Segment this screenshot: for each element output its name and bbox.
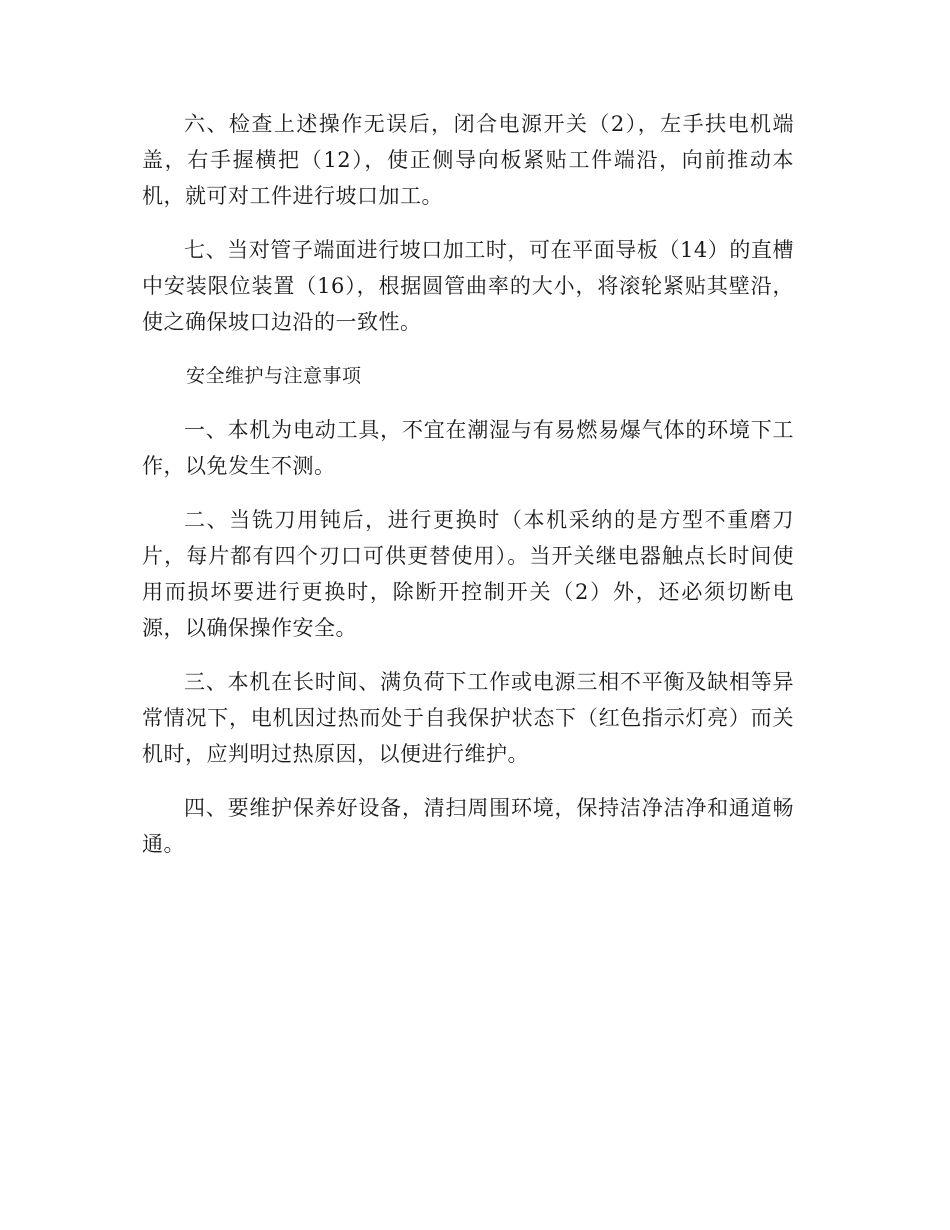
document-page xyxy=(142,106,794,880)
paragraph-step-6: 六、检查上述操作无误后，闭合电源开关（2），左手扶电机端盖，右手握横把（12），使正侧导向板紧贴工件端沿，向前推动本机，就可对工件进行坡口加工。 xyxy=(142,112,794,208)
section-heading: 安全维护与注意事项 xyxy=(186,365,362,387)
safety-item-2: 二、当铣刀用钝后，进行更换时（本机采纳的是方型不重磨刀片，每片都有四个刃口可供更替使用）。当开关继电器触点长时间使用而损坏要进行更换时，除断开控制开关（2）外，还必须切断电源，以确保操作安全。 xyxy=(142,508,794,640)
safety-item-3: 三、本机在长时间、满负荷下工作或电源三相不平衡及缺相等异常情况下，电机因过热而处于自我保护状态下（红色指示灯亮）而关机时，应判明过热原因，以便进行维护。 xyxy=(142,670,794,766)
safety-item-1: 一、本机为电动工具，不宜在潮湿与有易燃易爆气体的环境下工作，以免发生不测。 xyxy=(142,418,794,478)
safety-item-4: 四、要维护保养好设备，清扫周围环境，保持洁净洁净和通道畅通。 xyxy=(142,796,794,856)
paragraph-step-7: 七、当对管子端面进行坡口加工时，可在平面导板（14）的直槽中安装限位装置（16），根据圆管曲率的大小，将滚轮紧贴其壁沿，使之确保坡口边沿的一致性。 xyxy=(142,238,794,334)
